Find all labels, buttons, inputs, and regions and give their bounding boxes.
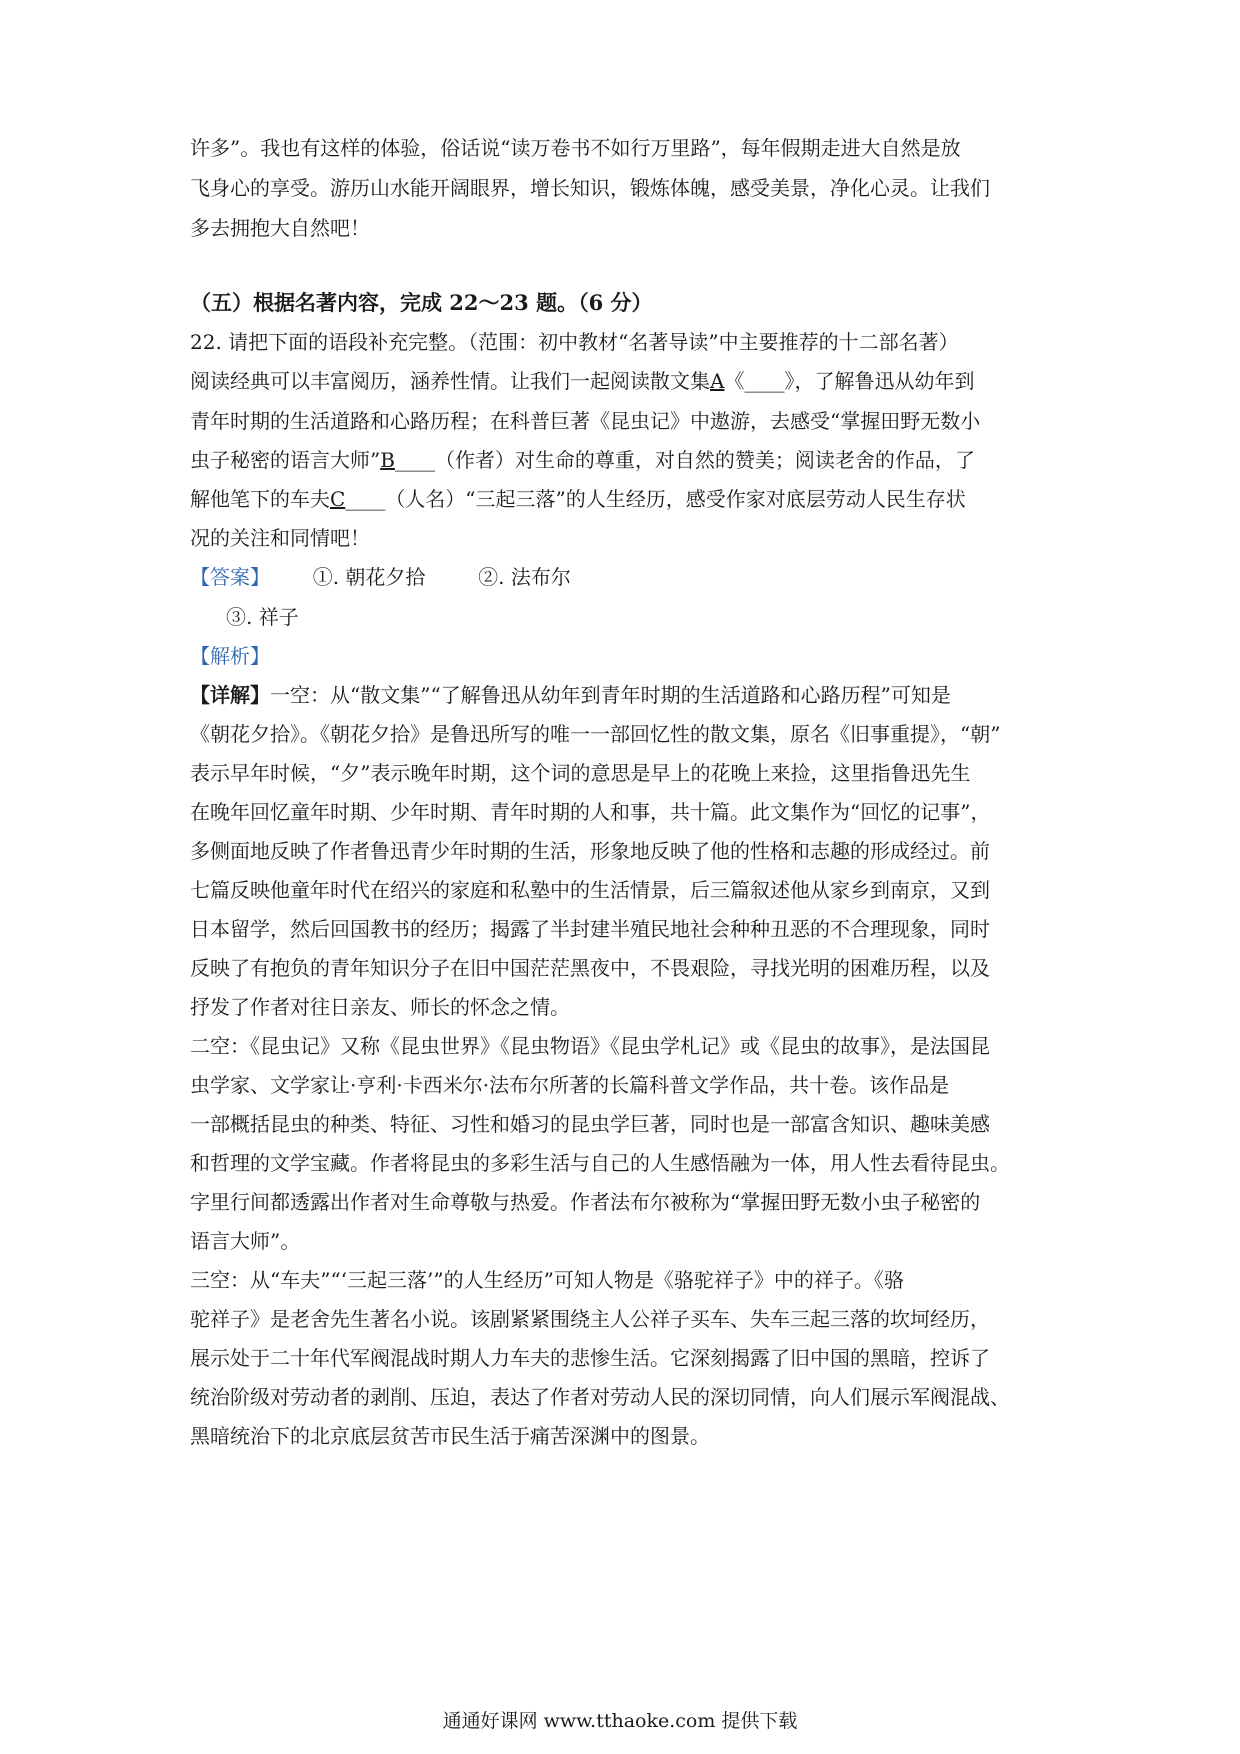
analysis-line-15: 语言大师”。 bbox=[190, 1229, 301, 1253]
blank-label-b: B bbox=[380, 448, 395, 472]
analysis-line-19: 统治阶级对劳动者的剥削、压迫，表达了作者对劳动人民的深切同情，向人们展示军阀混战、 bbox=[190, 1385, 1010, 1409]
question-22-stem: 22. 请把下面的语段补充完整。（范围：初中教材“名著导读”中主要推荐的十二部名著） bbox=[190, 330, 959, 354]
page-footer: 通通好课网 www.tthaoke.com 提供下载 bbox=[442, 1710, 798, 1732]
question-22-line-4 bbox=[190, 484, 1060, 514]
question-22-line-3 bbox=[190, 445, 1060, 475]
analysis-line-5: 多侧面地反映了作者鲁迅青少年时期的生活，形象地反映了他的性格和志趣的形成经过。前 bbox=[190, 839, 990, 863]
analysis-line-4: 在晚年回忆童年时期、少年时期、青年时期的人和事，共十篇。此文集作为“回忆的记事”， bbox=[190, 800, 991, 824]
analysis-line-13: 和哲理的文学宝藏。作者将昆虫的多彩生活与自己的人生感悟融为一体，用人性去看待昆虫。 bbox=[190, 1151, 1010, 1175]
analysis-line-2: 《朝花夕拾》。《朝花夕拾》是鲁迅所写的唯一一部回忆性的散文集，原名《旧事重提》，“朝” bbox=[190, 722, 1001, 746]
intro-line-1: 许多”。我也有这样的体验，俗话说“读万卷书不如行万里路”，每年假期走进大自然是放 bbox=[190, 136, 961, 160]
question-22-line-5: 况的关注和同情吧！ bbox=[190, 526, 370, 550]
answer-item-3: ③. 祥子 bbox=[226, 605, 299, 629]
analysis-line-1 bbox=[190, 680, 1060, 710]
analysis-line-16: 三空：从“车夫”“‘三起三落’”的人生经历”可知人物是《骆驼祥子》中的祥子。《骆 bbox=[190, 1268, 904, 1292]
q22-text: 《____》，了解鲁迅从幼年到 bbox=[724, 369, 975, 393]
question-22-line-2: 青年时期的生活道路和心路历程；在科普巨著《昆虫记》中遨游，去感受“掌握田野无数小 bbox=[190, 409, 981, 433]
answer-tag: 【答案】 bbox=[190, 565, 270, 589]
q22-text: 解他笔下的车夫 bbox=[190, 487, 330, 511]
q22-text: ____（人名）“三起三落”的人生经历，感受作家对底层劳动人民生存状 bbox=[345, 487, 966, 511]
analysis-line-11: 虫学家、文学家让·亨利·卡西米尔·法布尔所著的长篇科普文学作品，共十卷。该作品是 bbox=[190, 1073, 950, 1097]
q22-text: ____（作者）对生命的尊重，对自然的赞美；阅读老舍的作品，了 bbox=[394, 448, 975, 472]
analysis-line-12: 一部概括昆虫的种类、特征、习性和婚习的昆虫学巨著，同时也是一部富含知识、趣味美感 bbox=[190, 1112, 990, 1136]
blank-label-c: C bbox=[330, 487, 346, 511]
answer-item-1: ①. 朝花夕拾 bbox=[312, 565, 426, 589]
analysis-line-8: 反映了有抱负的青年知识分子在旧中国茫茫黑夜中，不畏艰险，寻找光明的困难历程，以及 bbox=[190, 956, 990, 980]
analysis-line-3: 表示早年时候，“夕”表示晚年时期，这个词的意思是早上的花晚上来捡，这里指鲁迅先生 bbox=[190, 761, 971, 785]
q22-text: 阅读经典可以丰富阅历，涵养性情。让我们一起阅读散文集 bbox=[190, 369, 710, 393]
intro-line-2: 飞身心的享受。游历山水能开阔眼界，增长知识，锻炼体魄，感受美景，净化心灵。让我们 bbox=[190, 176, 990, 200]
question-22-line-1 bbox=[190, 366, 1060, 396]
analysis-line-14: 字里行间都透露出作者对生命尊敬与热爱。作者法布尔被称为“掌握田野无数小虫子秘密的 bbox=[190, 1190, 981, 1214]
answer-row-1 bbox=[190, 562, 1060, 592]
detail-tag: 【详解】 bbox=[190, 683, 270, 707]
analysis-line-7: 日本留学，然后回国教书的经历；揭露了半封建半殖民地社会种种丑恶的不合理现象，同时 bbox=[190, 917, 990, 941]
blank-label-a: A bbox=[710, 369, 725, 393]
analysis-line-6: 七篇反映他童年时代在绍兴的家庭和私塾中的生活情景，后三篇叙述他从家乡到南京，又到 bbox=[190, 878, 990, 902]
analysis-tag: 【解析】 bbox=[190, 644, 270, 668]
analysis-line-10: 二空：《昆虫记》又称《昆虫世界》《昆虫物语》《昆虫学札记》或《昆虫的故事》，是法国昆 bbox=[190, 1034, 990, 1058]
section-heading: （五）根据名著内容，完成 22～23 题。（6 分） bbox=[190, 290, 653, 315]
analysis-line-9: 抒发了作者对往日亲友、师长的怀念之情。 bbox=[190, 995, 570, 1019]
analysis-text: 一空：从“散文集”“了解鲁迅从幼年到青年时期的生活道路和心路历程”可知是 bbox=[270, 683, 951, 707]
answer-item-2: ②. 法布尔 bbox=[478, 565, 571, 589]
analysis-line-18: 展示处于二十年代军阀混战时期人力车夫的悲惨生活。它深刻揭露了旧中国的黑暗，控诉了 bbox=[190, 1346, 990, 1370]
q22-text: 虫子秘密的语言大师” bbox=[190, 448, 381, 472]
analysis-line-17: 驼祥子》是老舍先生著名小说。该剧紧紧围绕主人公祥子买车、失车三起三落的坎坷经历， bbox=[190, 1307, 990, 1331]
analysis-line-20: 黑暗统治下的北京底层贫苦市民生活于痛苦深渊中的图景。 bbox=[190, 1424, 710, 1448]
intro-line-3: 多去拥抱大自然吧！ bbox=[190, 216, 370, 240]
